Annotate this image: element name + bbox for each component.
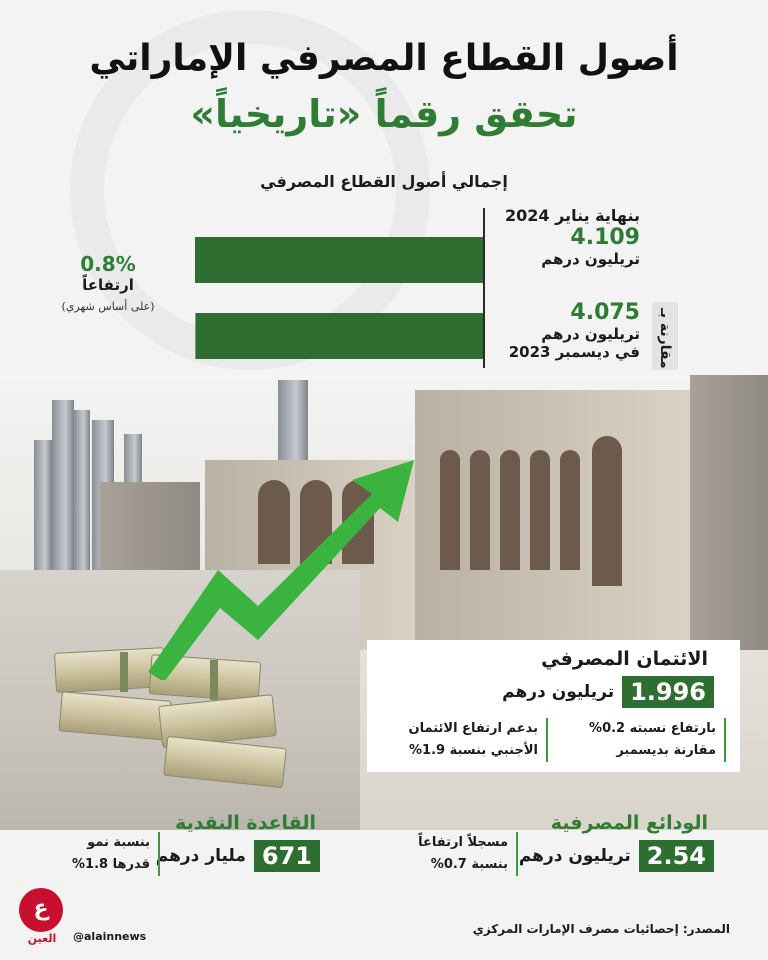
compare-label: مقارنة بـ (652, 302, 678, 374)
monetary-base-title: القاعدة النقدية (175, 812, 316, 834)
assets-bar-chart (195, 205, 485, 365)
unit-label: تريليون درهم (541, 325, 640, 343)
category-label: في ديسمبر 2023 (508, 343, 640, 361)
note-line: مقارنة بديسمبر (616, 743, 716, 758)
note-line: بدعم ارتفاع الائتمان (408, 721, 538, 736)
deposits-note (418, 832, 518, 876)
building-arch (500, 450, 520, 570)
category-label: بنهاية يناير 2024 (505, 206, 640, 225)
page-title: أصول القطاع المصرفي الإماراتي (89, 38, 679, 79)
alain-logo-icon: ع (19, 888, 63, 932)
social-handle[interactable]: @alainnews (73, 930, 147, 943)
monetary-base-value-row (156, 840, 320, 872)
change-value: 0.8% (80, 252, 136, 276)
skyline-tower (52, 400, 74, 570)
change-label: ارتفاعاً (82, 276, 134, 294)
building-arch (470, 450, 490, 570)
change-basis: (على أساس شهري) (61, 300, 155, 313)
chart-title: إجمالي أصول القطاع المصرفي (260, 172, 508, 191)
note-line: قدرها 1.8% (72, 857, 150, 872)
page-headline: تحقق رقماً «تاريخياً» (190, 92, 578, 136)
bank-credit-note-growth (589, 718, 726, 762)
building-arch (440, 450, 460, 570)
note-line: بارتفاع نسبته 0.2% (589, 721, 716, 736)
monetary-base-unit: مليار درهم (155, 846, 246, 866)
building-arch (592, 436, 622, 586)
bar-dec-2023 (195, 313, 483, 359)
deposits-value-row (519, 840, 714, 872)
bank-credit-title: الائتمان المصرفي (541, 648, 708, 670)
note-line: بنسبة نمو (87, 835, 150, 850)
bank-credit-unit: تريليون درهم (502, 682, 615, 702)
bank-credit-value-row (502, 676, 714, 708)
note-line: بنسبة 0.7% (430, 857, 508, 872)
monetary-base-note (72, 832, 160, 876)
logo-wordmark: العين (27, 932, 57, 945)
data-label: 4.109 (570, 225, 640, 250)
source-note: المصدر: إحصائيات مصرف الإمارات المركزي (472, 922, 730, 936)
data-label: 4.075 (570, 300, 640, 325)
unit-label: تريليون درهم (541, 250, 640, 268)
bar-jan-2024 (195, 237, 483, 283)
bar-label-dec-2023 (509, 300, 640, 361)
note-line: الأجنبي بنسبة 1.9% (409, 743, 538, 758)
building-arch (530, 450, 550, 570)
bank-credit-value: 1.996 (622, 676, 714, 708)
bank-credit-note-foreign (409, 718, 548, 762)
deposits-value: 2.54 (639, 840, 714, 872)
money-strap (120, 652, 128, 692)
monetary-base-value: 671 (254, 840, 320, 872)
bar-label-jan-2024 (505, 206, 640, 268)
skyline-tower (74, 410, 90, 570)
monthly-change-box (38, 252, 178, 313)
building-arch (560, 450, 580, 570)
bank-building-side (690, 375, 768, 650)
deposits-title: الودائع المصرفية (550, 812, 708, 834)
deposits-unit: تريليون درهم (518, 846, 631, 866)
note-line: مسجلاً ارتفاعاً (418, 835, 508, 850)
chart-axis (483, 208, 485, 368)
skyline-tower (34, 440, 52, 570)
